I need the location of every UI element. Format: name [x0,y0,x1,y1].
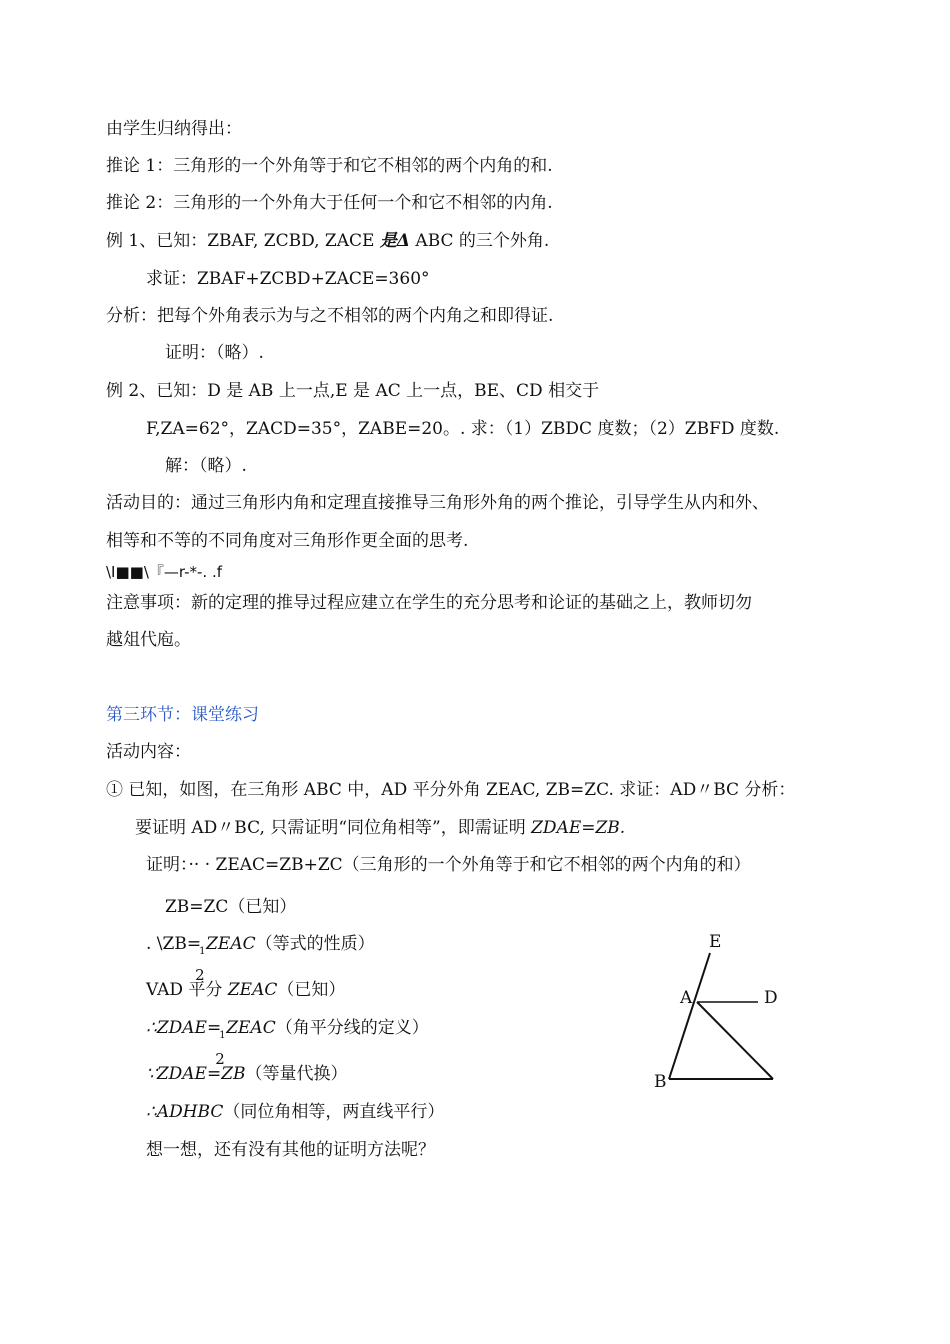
fraction-denominator: 2 [215,1050,225,1068]
notes-cont: 越俎代庖。 [106,630,191,650]
example-2-given-cont: F,ZA=62°，ZACD=35°，ZABE=20。. 求：（1）ZBDC 度数；（2）ZBFD 度数. [146,419,780,439]
text-span: ABC 的三个外角. [410,231,550,251]
corollary-1: 推论 1：三角形的一个外角等于和它不相邻的两个内角的和. [106,156,553,176]
proof-step-7 [146,1101,444,1123]
proof-step-5 [146,1017,429,1068]
text-span: 例 1、已知：ZBAF, ZCBD, ZACE [106,231,380,251]
label-E: E [709,932,722,952]
text-span: （等量代换） [245,1064,348,1084]
text-span: ∴ZDAE= [146,1018,222,1038]
text-span: ZDAE=ZB. [531,818,626,838]
activity-content: 活动内容： [106,742,191,762]
fraction-numerator: 1 [219,1030,226,1041]
proof-step-4 [146,979,345,1001]
text-span: VAD 平分 [146,980,228,1000]
fraction-numerator: 1 [199,946,206,957]
corollary-2: 推论 2：三角形的一个外角大于任何一个和它不相邻的内角. [106,193,553,213]
triangle-figure [640,925,790,1095]
section-heading: 第三环节：课堂练习 [106,705,259,725]
proof-omitted: 证明：（略）. [165,343,264,363]
proof-step-1: 证明：·· · ZEAC=ZB+ZC（三角形的一个外角等于和它不相邻的两个内角的和） [146,855,751,875]
label-B: B [654,1072,667,1092]
activity-purpose: 活动目的：通过三角形内角和定理直接推导三角形外角的两个推论，引导学生从内和外、 [106,493,769,513]
text-span: （等式的性质） [255,934,375,954]
example-1-given [106,230,549,252]
proof-step-2: ZB=ZC（已知） [165,897,297,917]
text-span: 要证明 AD〃BC, 只需证明“同位角相等”，即需证明 [135,818,532,838]
notes: 注意事项：新的定理的推导过程应建立在学生的充分思考和论证的基础之上，教师切勿 [106,593,752,613]
garbled-line: \I■■\『—r-*-. .f [106,563,222,581]
text-span: （角平分线的定义） [275,1018,429,1038]
text-span: 是Δ [379,231,411,251]
solution-omitted: 解：（略）. [165,456,247,476]
exercise-1: ① 已知，如图，在三角形 ABC 中，AD 平分外角 ZEAC, ZB=ZC. 求证：AD〃BC 分析： [106,780,796,800]
text-line: 由学生归纳得出： [106,119,242,139]
text-span: （同位角相等，两直线平行） [223,1102,445,1122]
text-span: . \ZB= [146,934,202,954]
example-1-prove: 求证：ZBAF+ZCBD+ZACE=360° [146,269,430,289]
line-AC [697,1002,773,1079]
line-EB [669,953,710,1079]
proof-step-3 [146,933,375,984]
text-span: ZEAC [226,1018,276,1038]
label-D: D [764,988,778,1008]
think-question: 想一想，还有没有其他的证明方法呢？ [146,1140,435,1160]
example-2-given: 例 2、已知：D 是 AB 上一点,E 是 AC 上一点，BE、CD 相交于 [106,381,600,401]
text-span: ∵ZDAE=ZB [146,1064,246,1084]
text-span: ∴ADHBC [146,1102,224,1122]
fraction-denominator: 2 [195,966,205,984]
analysis: 分析：把每个外角表示为与之不相邻的两个内角之和即得证. [106,306,554,326]
text-span: ZEAC [227,980,278,1000]
text-span: （已知） [277,980,346,1000]
exercise-1-analysis [135,817,625,839]
label-A: A [680,988,693,1008]
activity-purpose-cont: 相等和不等的不同角度对三角形作更全面的思考. [106,531,469,551]
text-span: ZEAC [206,934,256,954]
proof-step-6 [146,1063,348,1085]
